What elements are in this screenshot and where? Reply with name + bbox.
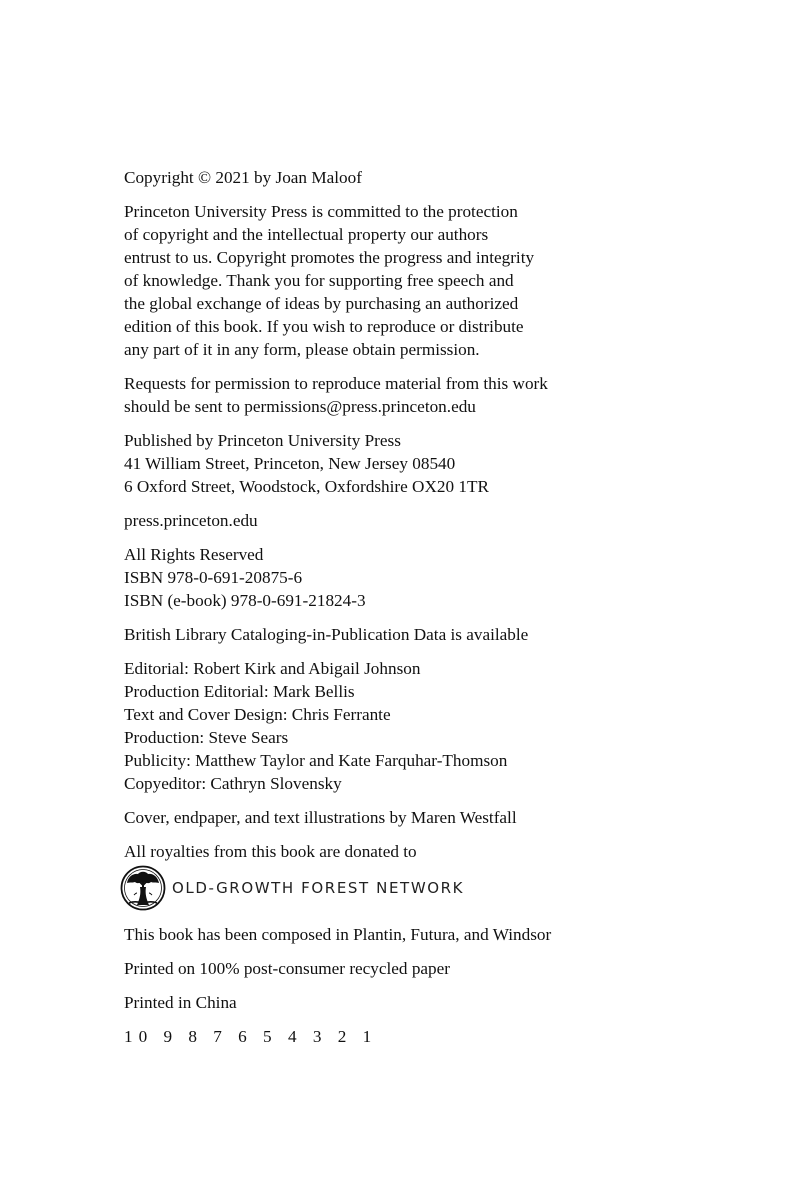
tree-in-circle-icon [120, 865, 166, 911]
illustrations-line: Cover, endpaper, and text illustrations by Maren Westfall [124, 808, 517, 827]
ogfn-logo-row [120, 864, 684, 912]
printed-in-line: Printed in China [124, 993, 237, 1012]
typeface-line: This book has been composed in Plantin, Futura, and Windsor [124, 925, 552, 944]
publisher-address: 41 William Street, Princeton, New Jersey 08540 [124, 454, 456, 473]
rights-line: All Rights Reserved [124, 545, 264, 564]
paper-block [124, 957, 684, 980]
royalties-line: All royalties from this book are donated to [124, 842, 417, 861]
publisher-block [124, 429, 684, 498]
website-block [124, 509, 684, 532]
copyright-block [124, 166, 684, 189]
illustrations-block [124, 806, 684, 829]
credit-line: Production: Steve Sears [124, 728, 289, 747]
credit-line: Editorial: Robert Kirk and Abigail Johnson [124, 659, 421, 678]
isbn-print: ISBN 978-0-691-20875-6 [124, 568, 303, 587]
protection-line: of knowledge. Thank you for supporting free speech and [124, 271, 514, 290]
publisher-address: 6 Oxford Street, Woodstock, Oxfordshire OX20 1TR [124, 477, 489, 496]
rights-isbn-block [124, 543, 684, 612]
protection-line: any part of it in any form, please obtain permission. [124, 340, 480, 359]
cip-line: British Library Cataloging-in-Publication Data is available [124, 625, 529, 644]
protection-notice [124, 200, 684, 361]
permissions-line: Requests for permission to reproduce material from this work [124, 374, 548, 393]
credit-line: Publicity: Matthew Taylor and Kate Farquhar-Thomson [124, 751, 508, 770]
cip-block [124, 623, 684, 646]
typeface-block [124, 923, 684, 946]
protection-line: entrust to us. Copyright promotes the progress and integrity [124, 248, 535, 267]
protection-line: the global exchange of ideas by purchasing an authorized [124, 294, 519, 313]
credits-block [124, 657, 684, 795]
copyright-line: Copyright © 2021 by Joan Maloof [124, 168, 362, 187]
protection-line: of copyright and the intellectual property our authors [124, 225, 489, 244]
permissions-line: should be sent to permissions@press.princeton.edu [124, 397, 476, 416]
ogfn-name: OLD-GROWTH FOREST NETWORK [172, 878, 465, 897]
publisher-line: Published by Princeton University Press [124, 431, 401, 450]
isbn-ebook: ISBN (e-book) 978-0-691-21824-3 [124, 591, 366, 610]
publisher-website: press.princeton.edu [124, 511, 258, 530]
credit-line: Copyeditor: Cathryn Slovensky [124, 774, 342, 793]
protection-line: edition of this book. If you wish to reproduce or distribute [124, 317, 524, 336]
printer-key: 10 9 8 7 6 5 4 3 2 1 [124, 1027, 378, 1046]
credit-line: Production Editorial: Mark Bellis [124, 682, 355, 701]
copyright-content [124, 166, 684, 1059]
printer-key-block [124, 1025, 684, 1048]
protection-line: Princeton University Press is committed to the protection [124, 202, 518, 221]
printed-in-block [124, 991, 684, 1014]
paper-line: Printed on 100% post-consumer recycled paper [124, 959, 450, 978]
credit-line: Text and Cover Design: Chris Ferrante [124, 705, 391, 724]
permissions-block [124, 372, 684, 418]
